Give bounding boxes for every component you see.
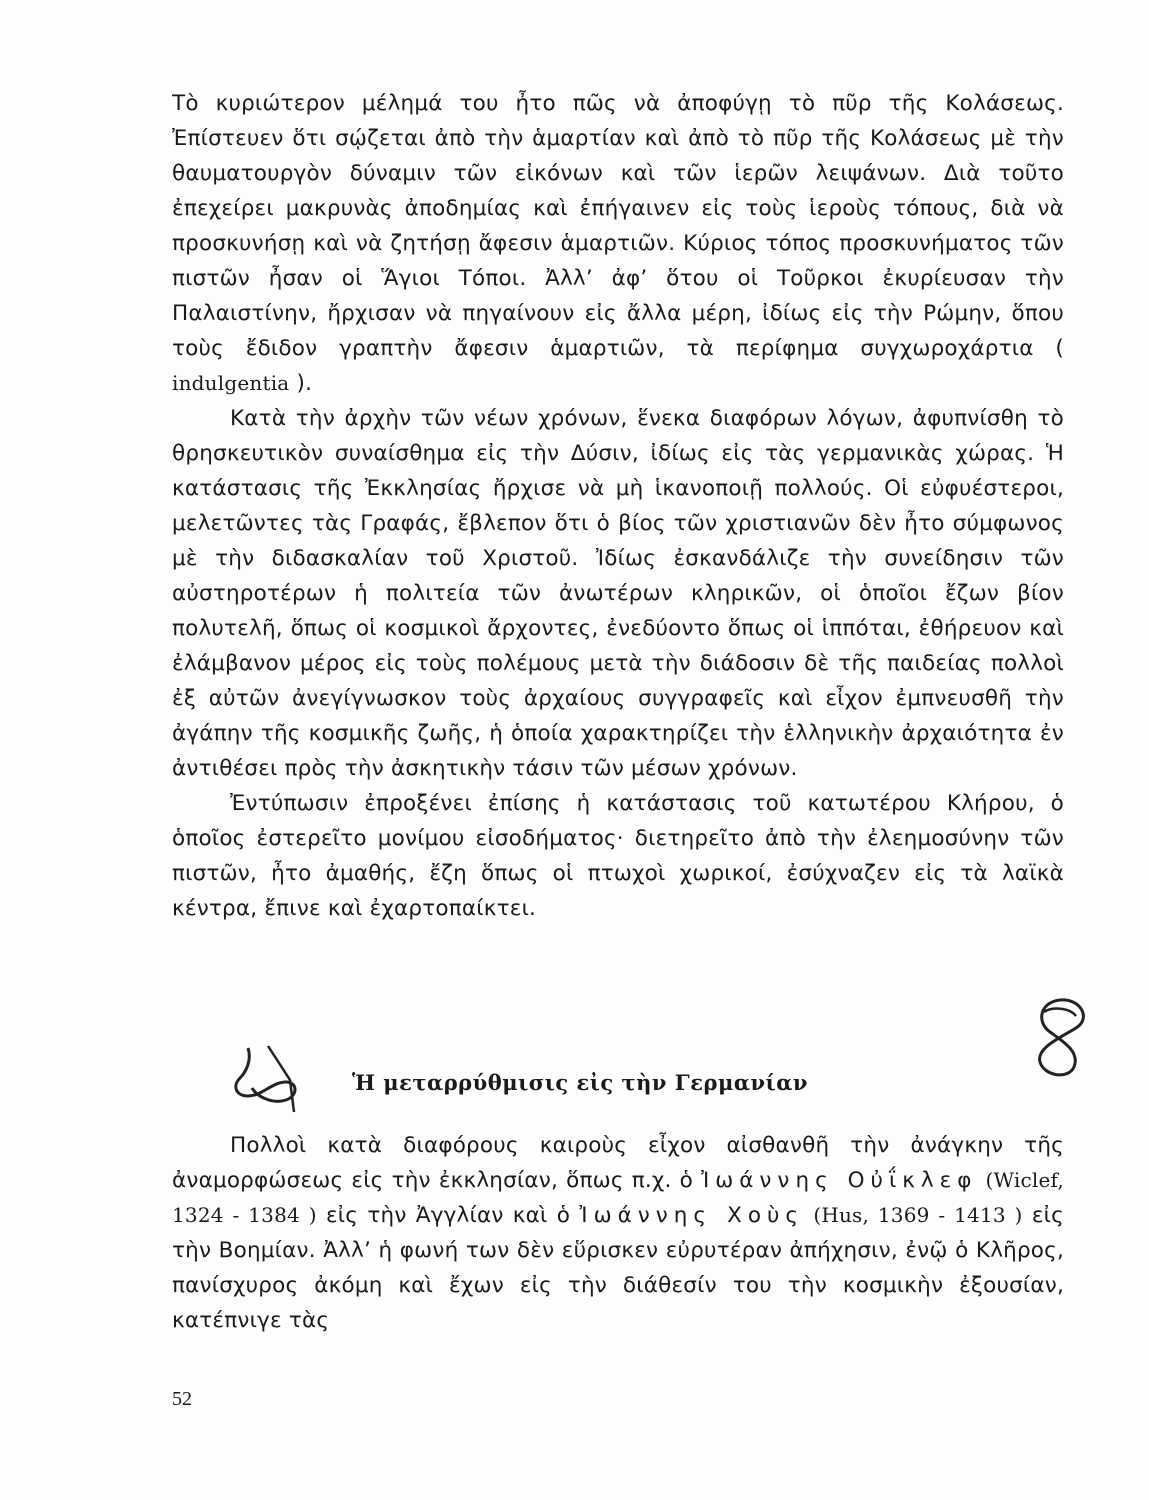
main-text-block (172, 86, 1064, 926)
paragraph-4-part-b: εἰς τὴν Ἀγγλίαν καὶ ὁ (325, 1203, 571, 1228)
paragraph-1-text: Τὸ κυριώτερον μέλημά του ἦτο πῶς νὰ ἀποφύγῃ τὸ πῦρ τῆς Κολάσεως. Ἐπίστευεν ὅτι σῴζεται ἀπὸ τὴν ἁμαρτίαν καὶ ἀπὸ τὸ πῦρ τῆς Κολάσεως μὲ τὴν θαυματουργὸν δύναμιν τῶν εἰκόνων καὶ τῶν ἱερῶν λειψάνων. Διὰ τοῦτο ἐπεχείρει μακρυνὰς ἀποδημίας καὶ ἐπήγαινεν εἰς τοὺς ἱεροὺς τόπους, διὰ νὰ προσκυνήσῃ καὶ νὰ ζητήσῃ ἄφεσιν ἁμαρτιῶν. Κύριος τόπος προσκυνήματος τῶν πιστῶν ἦσαν οἱ Ἅγιοι Τόποι. Ἀλλ’ ἀφ’ ὅτου οἱ Τοῦρκοι ἐκυρίευσαν τὴν Παλαιστίνην, ἤρχισαν νὰ πηγαίνουν εἰς ἄλλα μέρη, ἰδίως εἰς τὴν Ρώμην, ὅπου τοὺς ἔδιδον γραπτὴν ἄφεσιν ἁμαρτιῶν, τὰ περίφημα συγχωροχάρτια ( (172, 91, 1064, 361)
handwritten-section-mark-icon (228, 1042, 308, 1122)
name-wycliffe: Ἰωάννης Οὐΐκλεφ (701, 1168, 978, 1193)
section-heading: Ἡ μεταρρύθμισις εἰς τὴν Γερμανίαν (352, 1070, 808, 1095)
name-hus: Ἰωάννης Χοὺς (579, 1203, 805, 1228)
latin-term: indulgentia (172, 371, 290, 395)
paragraph-3: Ἐντύπωσιν ἐπροξένει ἐπίσης ἡ κατάστασις τοῦ κατωτέρου Κλήρου, ὁ ὁποῖος ἐστερεῖτο μονίμου εἰσοδήματος· διετηρεῖτο ἀπὸ τὴν ἐλεημοσύνην τῶν πιστῶν, ἦτο ἀμαθής, ἔζη ὅπως οἱ πτωχοὶ χωρικοί, ἐσύχναζεν εἰς τὰ λαϊκὰ κέντρα, ἔπινε καὶ ἐχαρτοπαίκτει. (172, 791, 1064, 921)
paragraph-4 (172, 1128, 1064, 1338)
paragraph-1-end: ). (296, 371, 313, 396)
paragraph-1 (172, 86, 1064, 401)
paragraph-4-part-a: Πολλοὶ κατὰ διαφόρους καιροὺς εἶχον αἰσθανθῆ τὴν ἀνάγκην τῆς ἀναμορφώσεως εἰς τὴν ἐκκλησίαν, ὅπως π.χ. ὁ (172, 1133, 1064, 1193)
paragraph-4-part-c: εἰς τὴν Βοημίαν. Ἀλλ’ ἡ φωνή των δὲν εὕρισκεν εὐρυτέραν ἀπήχησιν, ἐνῷ ὁ Κλῆρος, πανίσχυρος ἀκόμη καὶ ἔχων εἰς τὴν διάθεσίν του τὴν κοσμικὴν ἐξουσίαν, κατέπνιγε τὰς (172, 1203, 1064, 1333)
paragraph-2: Κατὰ τὴν ἀρχὴν τῶν νέων χρόνων, ἕνεκα διαφόρων λόγων, ἀφυπνίσθη τὸ θρησκευτικὸν συναίσθημα εἰς τὴν Δύσιν, ἰδίως εἰς τὰς γερμανικὰς χώρας. Ἡ κατάστασις τῆς Ἐκκλησίας ἤρχισε νὰ μὴ ἱκανοποιῇ πολλούς. Οἱ εὐφυέστεροι, μελετῶντες τὰς Γραφάς, ἔβλεπον ὅτι ὁ βίος τῶν χριστιανῶν δὲν ἦτο σύμφωνος μὲ τὴν διδασκαλίαν τοῦ Χριστοῦ. Ἰδίως ἐσκανδάλιζε τὴν συνείδησιν τῶν αὐστηροτέρων ἡ πολιτεία τῶν ἀνωτέρων κληρικῶν, οἱ ὁποῖοι ἔζων βίον πολυτελῆ, ὅπως οἱ κοσμικοὶ ἄρχοντες, ἐνεδύοντο ὅπως οἱ ἱππόται, ἐθήρευον καὶ ἐλάμβανον μέρος εἰς τοὺς πολέμους μετὰ τὴν διάδοσιν δὲ τῆς παιδείας πολλοὶ ἐξ αὐτῶν ἀνεγίγνωσκον τοὺς ἀρχαίους συγγραφεῖς καὶ εἶχον ἐμπνευσθῆ τὴν ἀγάπην τῆς κοσμικῆς ζωῆς, ἡ ὁποία χαρακτηρίζει τὴν ἑλληνικὴν ἀρχαιότητα ἐν ἀντιθέσει πρὸς τὴν ἀσκητικὴν τάσιν τῶν μέσων χρόνων. (172, 406, 1064, 781)
page-number: 52 (172, 1388, 192, 1410)
latin-hus: (Hus, 1369 - 1413 ) (813, 1203, 1023, 1227)
latin-wiclef: (Wiclef, 1324 - 1384 ) (172, 1168, 1064, 1227)
section-heading-block (172, 1058, 1064, 1118)
